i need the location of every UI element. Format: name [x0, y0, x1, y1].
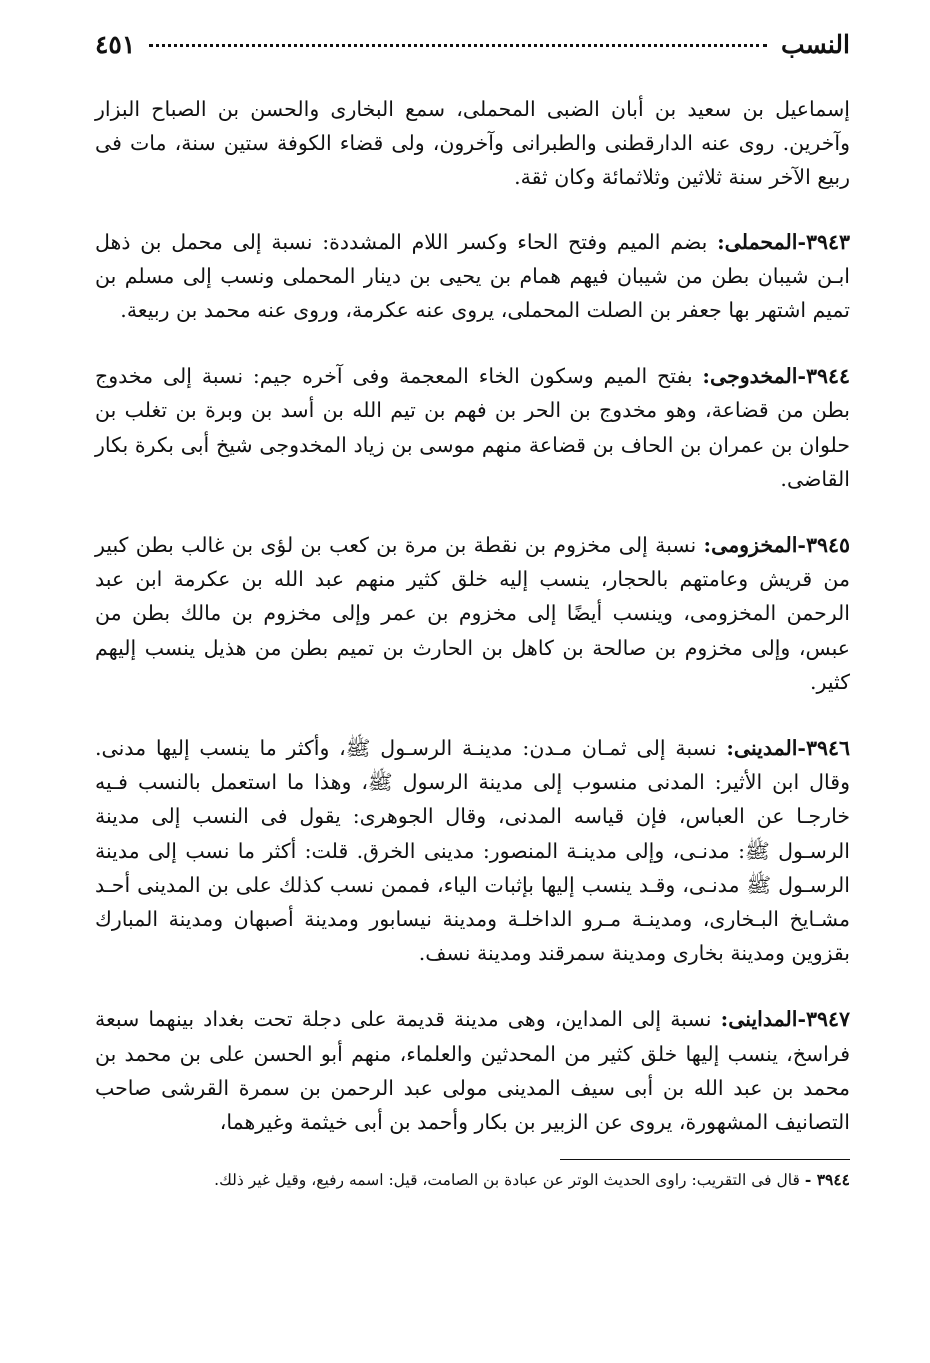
- entry-3946: [95, 731, 850, 970]
- paragraph-text: بضم الميم وفتح الحاء وكسر اللام المشددة: نسبة إلى محمل بن ذهل ابـن شيبان بطن من شيبان فيهم همام بن يحيى بن دينار المحملى ونسب إلى مسلم بن تميم اشتهر بها جعفر بن الصلت المحملى، يروى عنه عكرمة، وروى عنه محمد بن ربيعة.: [95, 229, 850, 323]
- entry-term: المخزومى:: [703, 533, 798, 558]
- entry-number: ٣٩٤٥-: [797, 533, 850, 558]
- entry-number: ٣٩٤٦-: [797, 736, 850, 761]
- entry-3943: [95, 225, 850, 328]
- footnote-number: ٣٩٤٤ -: [804, 1170, 850, 1190]
- entry-number: ٣٩٤٣-: [797, 229, 850, 254]
- entry-term: المدينى:: [726, 736, 798, 761]
- entry-3945: [95, 528, 850, 699]
- paragraph-continuation: [95, 92, 850, 195]
- entry-term: المداينى:: [720, 1007, 798, 1032]
- body-text: [95, 92, 850, 1139]
- entry-3947: [95, 1002, 850, 1139]
- running-header: [95, 30, 850, 92]
- entry-3944: [95, 359, 850, 496]
- entry-number: ٣٩٤٤-: [797, 364, 850, 389]
- paragraph-text: إسماعيل بن سعيد بن أبان الضبى المحملى، سمع البخارى والحسن بن الصباح البزار وآخرين. روى عنه الدارقطنى والطبرانى وآخرون، ولى قضاء الكوفة ستين سنة، مات فى ربيع الآخر سنة ثلاثين وثلاثمائة وكان ثقة.: [95, 97, 850, 190]
- paragraph-text: نسبة إلى مخزوم بن نقطة بن مرة بن كعب بن لؤى بن غالب بطن كبير من قريش وعامتهم بالحجار، ينسب إليه خلق كثير منهم عبد الله بن عكرمة ابن عبد الرحمن المخزومى، وينسب أيضًا إلى مخزوم بن عمر وإلى مخزوم بن مالك بطن من عبس، وإلى مخزوم بن صالحة بن كاهل بن الحارث بن تميم بطن من هذيل ينسب إليهم كثير.: [95, 533, 850, 694]
- footnote-divider: [560, 1159, 850, 1160]
- leader-dots: [149, 44, 767, 47]
- footnote: [95, 1168, 850, 1192]
- entry-number: ٣٩٤٧-: [797, 1007, 850, 1032]
- entry-term: المخدوجى:: [702, 364, 798, 389]
- paragraph-text: بفتح الميم وسكون الخاء المعجمة وفى آخره جيم: نسبة إلى مخدوج بطن من قضاعة، وهو مخدوج بن الحر بن فهم بن تيم الله بن أسد بن وبرة بن تغلب بن حلوان بن عمران بن الحاف بن قضاعة منهم موسى بن زياد المخدوجى شيخ أبى بكرة بكار القاضى.: [95, 364, 850, 491]
- page-number: ٤٥١: [95, 30, 136, 59]
- chapter-title: النسب: [781, 30, 850, 59]
- paragraph-text: نسبة إلى المداين، وهى مدينة قديمة على دجلة تحت بغداد بينهما سبعة فراسخ، ينسب إليها خلق كثير من المحدثين والعلماء، منهم أبو الحسن على بن محمد بن محمد بن عبد الله بن أبى سيف المدينى مولى عبد الرحمن بن سمرة القرشى صاحب التصانيف المشهورة، يروى عن الزبير بن بكار وأحمد بن أبى خيثمة وغيرهما،: [95, 1007, 850, 1135]
- footnote-text: قال فى التقريب: راوى الحديث الوتر عن عبادة بن الصامت، قيل: اسمه رفيع، وقيل غير ذلك.: [214, 1171, 800, 1190]
- paragraph-text: نسبة إلى ثمـان مـدن: مدينـة الرسـول ﷺ، وأكثر ما ينسب إليها مدنى. وقال ابن الأثير: المدنى منسوب إلى مدينة الرسول ﷺ، وهذا ما استعمل بالنسب فـيه خارجـا عن العباس، فإن قياسه المدنى، وقال الجوهرى: يقول فى النسب إلى مدينة الرسـول ﷺ: مدنـى، وإلى مدينـة المنصور: مدينى الخرق. قلت: أكثر ما نسب إلى مدينة الرسـول ﷺ مدنـى، وقـد ينسب إليها بإثبات الياء، فممن نسب كذلك على بن المدينى أحـد مشـايخ البـخارى، ومدينـة مـرو الداخلـة ومدينة نيسابور ومدينة أصبهان ومدينة المبارك بقزوين ومدينة بخارى ومدينة سمرقند ومدينة نسف.: [95, 736, 850, 966]
- entry-term: المحملى:: [717, 229, 798, 254]
